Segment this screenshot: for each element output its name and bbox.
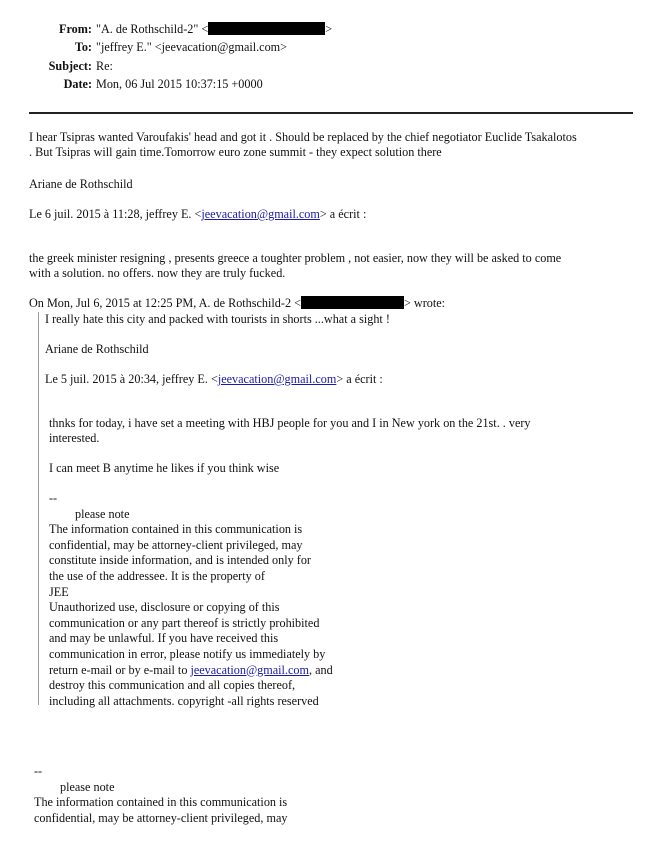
disclaimer-dash: -- [49, 491, 58, 505]
email-link[interactable]: jeevacation@gmail.com [217, 372, 337, 386]
quoted-intro-tail: > a écrit : [336, 372, 383, 386]
date-label: Date: [63, 77, 92, 91]
header-subject [0, 59, 113, 74]
signature-1: Ariane de Rothschild [29, 177, 133, 191]
quote-intro-1 [29, 207, 639, 222]
on-wrote-tail: > wrote: [403, 296, 446, 310]
disclaimer-line: the use of the addressee. It is the property of [49, 568, 265, 583]
header-divider [29, 112, 633, 114]
disclaimer-text: , and [308, 662, 333, 677]
redaction-box [208, 22, 325, 35]
on-wrote-text: On Mon, Jul 6, 2015 at 12:25 PM, A. de Rothschild-2 < [29, 296, 301, 310]
message-line: I hear Tsipras wanted Varoufakis' head and got it . Should be replaced by the chief negotiator Euclide Tsakalotos [29, 130, 577, 144]
disclaimer-line: JEE [49, 584, 69, 599]
quote-intro-text: Le 6 juil. 2015 à 11:28, jeffrey E. < [29, 207, 202, 221]
disclaimer-dash: -- [34, 764, 43, 778]
from-tail: > [325, 22, 333, 36]
to-label: To: [74, 40, 92, 54]
quoted-paragraph-2: I can meet B anytime he likes if you think wise [49, 461, 280, 475]
quote-bar [38, 312, 39, 705]
quoted-intro [45, 372, 383, 387]
quote-intro-tail: > a écrit : [319, 207, 367, 221]
email-link[interactable]: jeevacation@gmail.com [201, 207, 320, 221]
disclaimer-line: Unauthorized use, disclosure or copying of this [49, 600, 280, 615]
subject-label: Subject: [48, 59, 92, 73]
message-line: . But Tsipras will gain time.Tomorrow euro zone summit - they expect solution there [29, 145, 442, 160]
message-line: with a solution. no offers. now they are truly fucked. [29, 266, 286, 281]
subject-value: Re: [96, 59, 113, 73]
header-to [0, 40, 287, 55]
from-label: From: [59, 22, 92, 36]
disclaimer-please-note: please note [60, 779, 115, 794]
disclaimer-line: The information contained in this communication is [34, 795, 288, 810]
disclaimer-block [49, 491, 333, 709]
disclaimer-line: communication in error, please notify us immediately by [49, 646, 326, 661]
date-value: Mon, 06 Jul 2015 10:37:15 +0000 [96, 77, 263, 91]
disclaimer-text: return e-mail or by e-mail to [49, 662, 191, 677]
quoted-paragraph-1 [49, 416, 639, 447]
trailing-disclaimer [34, 764, 287, 826]
to-value: "jeffrey E." <jeevacation@gmail.com> [96, 40, 288, 54]
message-line: thnks for today, i have set a meeting with HBJ people for you and I in New york on the 21st. . very [49, 416, 531, 430]
quoted-signature: Ariane de Rothschild [45, 342, 149, 356]
quoted-intro-text: Le 5 juil. 2015 à 20:34, jeffrey E. < [45, 372, 218, 386]
quoted-line: I really hate this city and packed with tourists in shorts ...what a sight ! [45, 312, 390, 326]
from-value: "A. de Rothschild-2" < [96, 22, 209, 36]
disclaimer-line: destroy this communication and all copies thereof, [49, 678, 296, 693]
message-paragraph-1 [29, 130, 639, 161]
disclaimer-line: The information contained in this communication is [49, 522, 303, 537]
header-date [0, 77, 263, 92]
disclaimer-line: including all attachments. copyright -all rights reserved [49, 693, 319, 708]
message-line: the greek minister resigning , presents greece a toughter problem , not easier, now they will be asked to come [29, 251, 562, 265]
disclaimer-line: constitute inside information, and is intended only for [49, 553, 311, 568]
message-line: interested. [49, 431, 100, 446]
disclaimer-please-note: please note [75, 506, 130, 521]
email-link[interactable]: jeevacation@gmail.com [190, 662, 309, 677]
message-paragraph-2 [29, 251, 639, 282]
disclaimer-line: and may be unlawful. If you have received this [49, 631, 279, 646]
disclaimer-line: communication or any part thereof is strictly prohibited [49, 615, 320, 630]
redaction-box [301, 296, 404, 309]
disclaimer-line [49, 663, 333, 679]
header-from [0, 22, 332, 37]
on-wrote-line [29, 296, 639, 311]
disclaimer-line: confidential, may be attorney-client privileged, may [34, 810, 288, 825]
disclaimer-line: confidential, may be attorney-client privileged, may [49, 537, 303, 552]
